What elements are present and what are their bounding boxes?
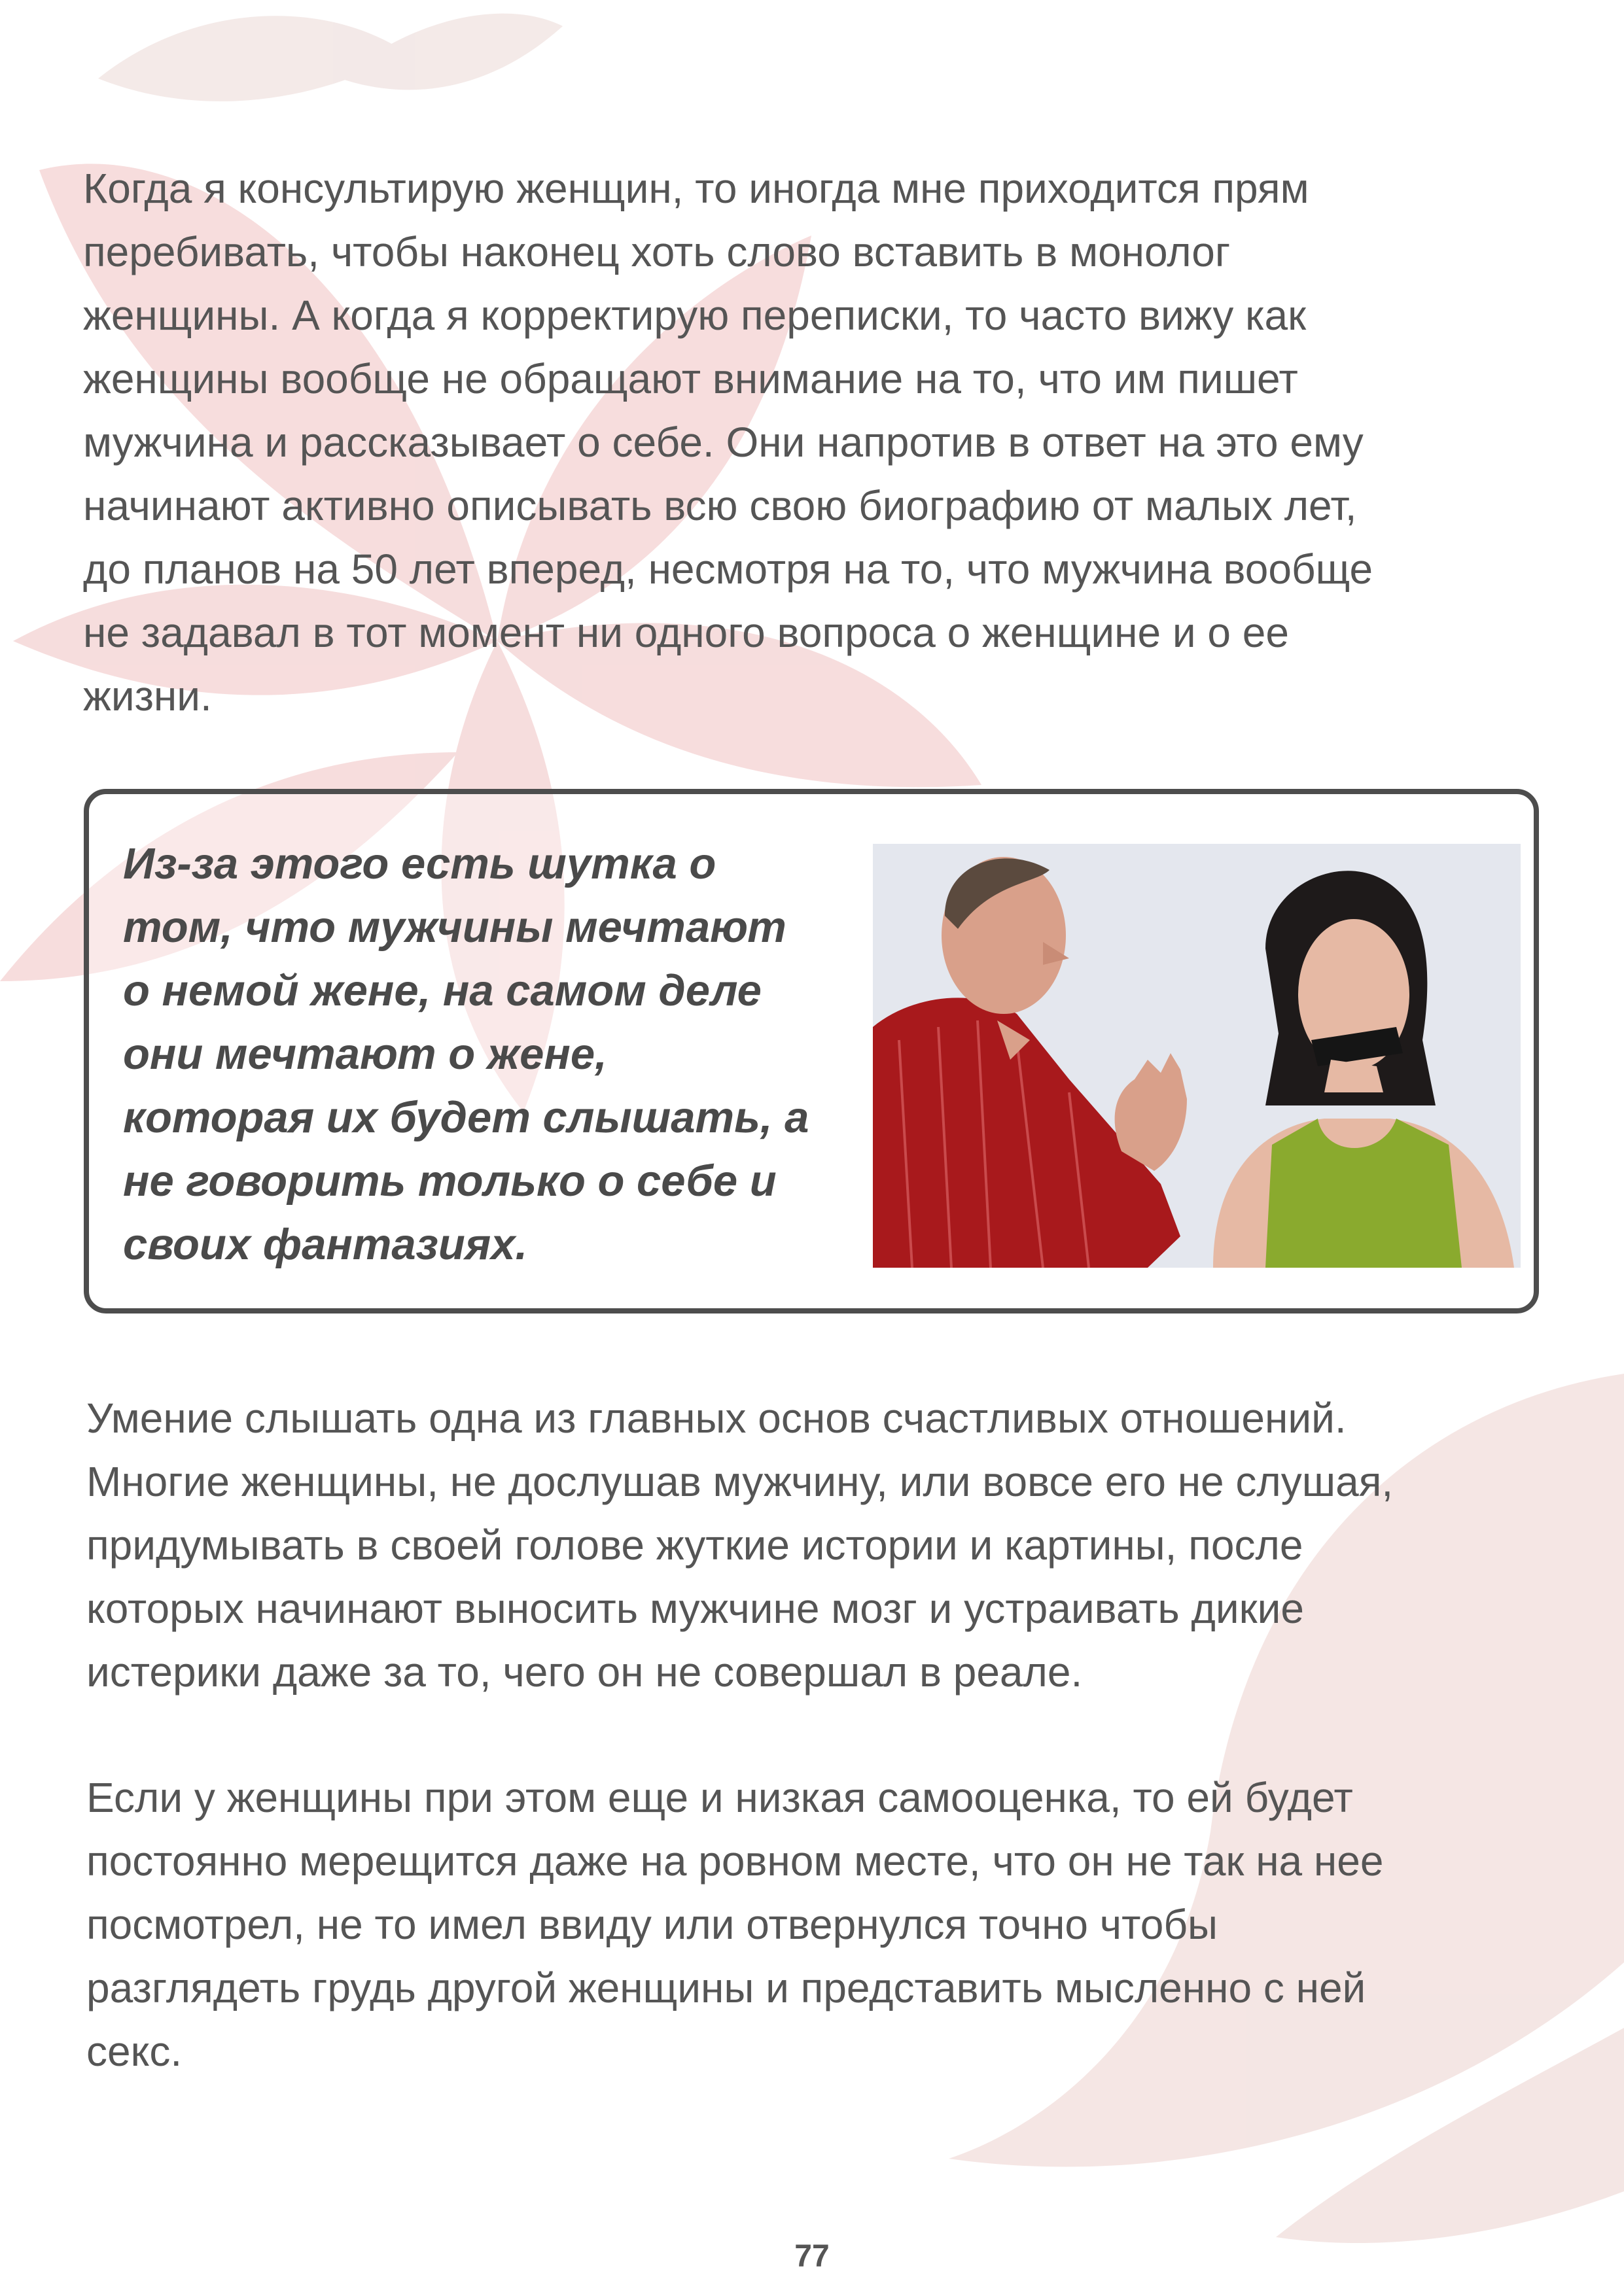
joke-callout-box: [84, 789, 1539, 1313]
listening-line: которых начинают выносить мужчине мозг и устраивать дикие: [86, 1585, 1304, 1632]
listening-line: истерики даже за то, чего он не совершал в реале.: [86, 1648, 1083, 1696]
callout-line: они мечтают о жене,: [123, 1030, 607, 1079]
callout-line: о немой жене, на самом деле: [123, 966, 762, 1015]
intro-line: мужчина и рассказывает о себе. Они напротив в ответ на это ему: [83, 419, 1364, 466]
intro-line: жизни.: [83, 672, 212, 720]
intro-line: Когда я консультирую женщин, то иногда мне приходится прям: [83, 165, 1309, 212]
listening-paragraph: [86, 1387, 1559, 1704]
man-and-taped-woman-photo: [873, 844, 1521, 1268]
self-esteem-paragraph: [86, 1766, 1559, 2083]
callout-quote: [123, 832, 882, 1276]
intro-line: до планов на 50 лет вперед, несмотря на то, что мужчина вообще: [83, 546, 1373, 593]
callout-line: том, что мужчины мечтают: [123, 903, 786, 952]
intro-line: женщины. А когда я корректирую переписки, то часто вижу как: [83, 292, 1307, 339]
callout-line: Из-за этого есть шутка о: [123, 839, 716, 888]
listening-line: Многие женщины, не дослушав мужчину, или вовсе его не слушая,: [86, 1458, 1394, 1505]
self-esteem-line: секс.: [86, 2028, 183, 2075]
self-esteem-line: посмотрел, не то имел ввиду или отвернулся точно чтобы: [86, 1901, 1218, 1948]
intro-paragraph: [83, 157, 1555, 728]
callout-line: которая их будет слышать, а: [123, 1093, 809, 1142]
intro-line: не задавал в тот момент ни одного вопроса о женщине и о ее: [83, 609, 1289, 656]
self-esteem-line: разглядеть грудь другой женщины и представить мысленно с ней: [86, 1964, 1366, 2011]
intro-line: женщины вообще не обращают внимание на то, что им пишет: [83, 355, 1298, 402]
intro-line: перебивать, чтобы наконец хоть слово вставить в монолог: [83, 228, 1231, 275]
listening-line: Умение слышать одна из главных основ счастливых отношений.: [86, 1395, 1347, 1442]
self-esteem-line: Если у женщины при этом еще и низкая самооценка, то ей будет: [86, 1774, 1353, 1821]
page-number: 77: [794, 2239, 830, 2274]
self-esteem-line: постоянно мерещится даже на ровном месте, что он не так на нее: [86, 1837, 1384, 1885]
intro-line: начинают активно описывать всю свою биографию от малых лет,: [83, 482, 1357, 529]
callout-line: своих фантазиях.: [123, 1220, 528, 1269]
listening-line: придумывать в своей голове жуткие истории и картины, после: [86, 1522, 1303, 1569]
callout-line: не говорить только о себе и: [123, 1157, 777, 1206]
